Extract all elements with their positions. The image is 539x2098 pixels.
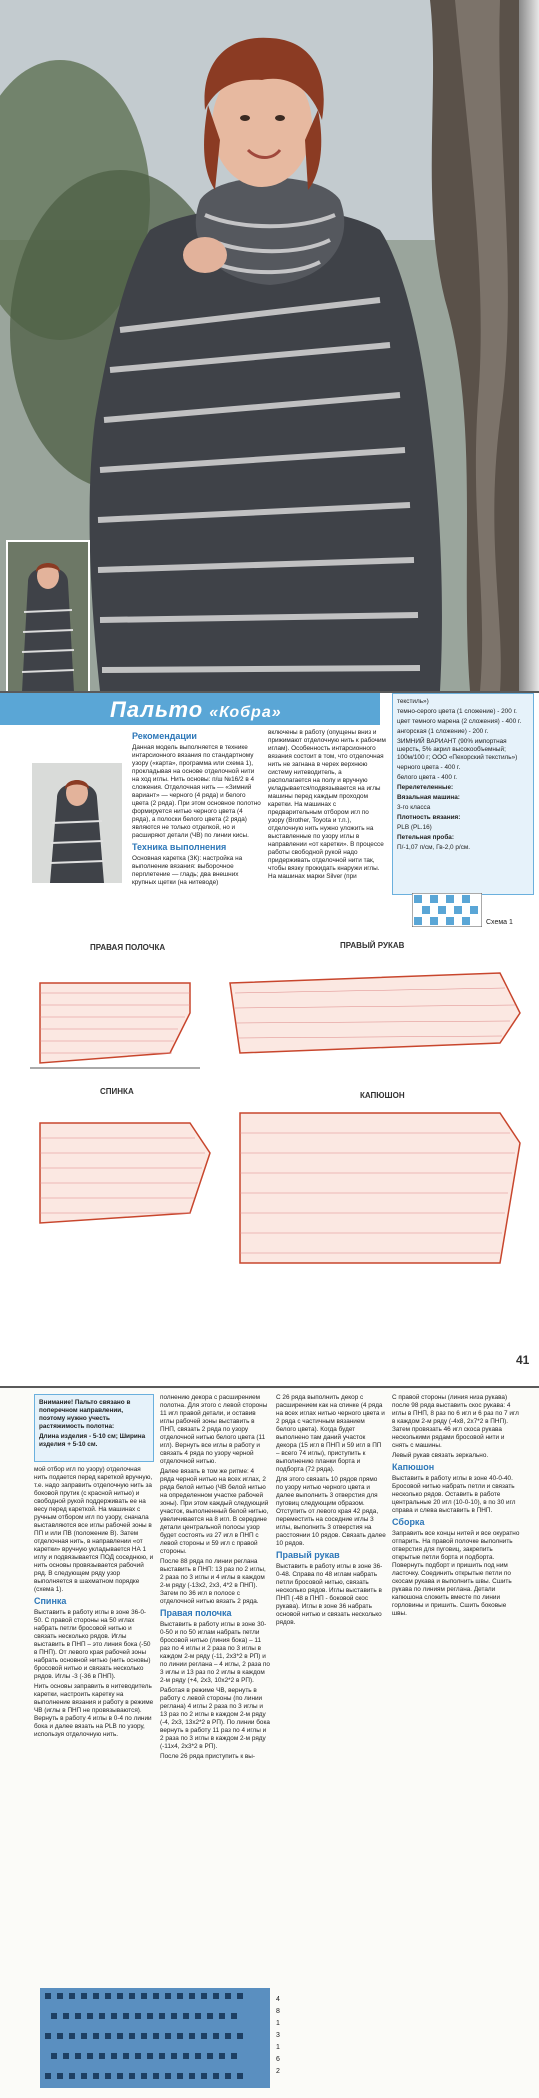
inset-photo — [6, 540, 90, 691]
material-item: цвет темного марена (2 сложения) - 400 г. — [397, 718, 522, 725]
material-item: черного цвета - 400 г. — [397, 764, 461, 771]
technique-text: Основная каретка (ЗК): настройка на выполнение вязания: выборочное перплетение — гладь; два внешних крупных щетки (на нитеводе) — [132, 855, 243, 886]
loop-test-label: Петельная проба: — [397, 834, 454, 841]
density-label: Плотность вязания: — [397, 814, 461, 821]
col4-text: С 26 ряда выполнить декор с расширением как на спинке (4 ряда на всех иглах нитью черного цвета и 2 ряда с частичным вязанием белого цвета). Когда будет выполнено там даний участок декора (15 игл в ПНП и 59 игл в ПП – всего 74 иглы), приступить к выполнению планки борта и подборта (72 ряда). — [276, 1394, 385, 1473]
material-item: текстиль») — [397, 698, 429, 705]
diagram-right-front — [30, 983, 200, 1068]
chart-number: 1 — [276, 2020, 280, 2027]
machine-value: 3-го класса — [397, 804, 431, 811]
hood-heading: Капюшон — [392, 1462, 435, 1472]
column-1 — [34, 1466, 154, 1741]
col2-c: После 26 ряда приступить к вы- — [160, 1753, 256, 1760]
recommendations-heading: Рекомендации — [132, 731, 197, 741]
attention-content — [39, 1399, 149, 1451]
material-item: темно-серого цвета (1 сложение) - 200 г. — [397, 708, 517, 715]
chart-numbers — [276, 1994, 280, 2078]
page-title: Пальто «Кобра» — [110, 697, 282, 722]
col5-b: Левый рукав связать зеркально. — [392, 1452, 489, 1459]
sleeve-text: Выставить в работу иглы в зоне 36-0-48. Справа по 48 иглам набрать петли бросовой нитью, связать несколько рядов. Иглы выставить в ПНП (-48 в ПНП - боковой скос рукава). Иглы в зоне 36 набрать основой нитью и связать несколько рядов. — [276, 1563, 383, 1626]
back-heading: Спинка — [34, 1596, 67, 1606]
chart-number: 1 — [276, 2044, 280, 2051]
col5-text: С правой стороны (линия низа рукава) после 98 ряда выставить скос рукава: 4 иглы в ПНП, 8 раз по 6 игл и 6 раз по 7 игл в каждом 2-м ряду (-4x8, 2x7*2 в ПНП). Затем провязать 46 игл скоса рукава несколькими рядами бросовой нити и снять с машины. — [392, 1394, 519, 1449]
diagram-hood — [240, 1113, 520, 1263]
col1-text: мой отбор игл по узору) отделочная нить подается перед кареткой вручную, т.е. надо заправить отделочную нить за боковой прутик (с красной нитью) и свободной рукой поддерживать ее на весу перед кареткой. На машинах с ручным отбором игл по узору, сначала выставляются все иглы рабочей зоны в ПП и или ПВ (положение В). Затем отделочная нить, в направлении «от каретки» вручную укладывается НА 1 иглу и подвязывается ПОД соседнюю, и нить основы провязывается рабочий ряд. В следующем ряду узор выполняется в шахматном порядке (схема 1). — [34, 1466, 154, 1593]
diagram-label-hood: КАПЮШОН — [360, 1091, 405, 1100]
scheme-label: Схема 1 — [486, 919, 513, 926]
scheme-1-chart — [412, 893, 482, 927]
page-gutter — [519, 0, 539, 691]
materials-list — [397, 698, 529, 854]
attention-text: Длина изделия - 5-10 см; Ширина изделия + 5-10 см. — [39, 1433, 146, 1448]
attention-heading: Внимание! Пальто связано в поперечном направлении, поэтому нужно учесть растяжимость полотна: — [39, 1399, 131, 1430]
material-item: белого цвета - 400 г. — [397, 774, 457, 781]
machine-label: Вязальная машина: — [397, 794, 460, 801]
material-item: ЗИМНИЙ ВАРИАНТ (90% импортная шерсть, 5% акрил высокообъемный; 100м/100 г; ООО «Пехорский текстиль») — [397, 738, 518, 761]
technique-continued — [268, 729, 386, 883]
col3-b: Далее вязать в том же ритме: 4 ряда черной нитью на всех иглах, 2 ряда белой нитью (ЧВ белой нитью на определенном участке рабочей зоны). При этом каждый следующий участок, выполненный белой нитью, увеличивается на 8 игл. В середине детали центральной полосы узор будет состоять из 27 игл в ПНП с левой стороны и 59 игл с правой стороны. — [160, 1468, 269, 1555]
pattern-page — [0, 691, 539, 1388]
material-item: ангорская (1 сложение) - 200 г. — [397, 728, 489, 735]
hood-text: Выставить в работу иглы в зоне 40-0-40. Бросовой нитью набрать петли и связать несколько рядов. Оставить в работе центральные 20 игл (10-0-10), в по 30 игл справа и слева выставить в ПНП. — [392, 1475, 516, 1514]
technique-continued-text: включены в работу (опущены вниз и прижимают отделочную нить к рабочим иглам). Особенность интарсионного вязания состоит в том, что отделочная нить не загнана в черех верхнюю систему нитеводитель, а располагается на полу и вручную укладывается/подвязывается на иглы машины перед каждым проходом каретки. На машинах с предварительным отбором игл по узору (Brother, Toyota и т.п.), отделочную нить нужно уложить на выставленные по узору иглы в направлении «от каретки». В процессе работы свободной рукой надо придерживать отделочной нити так, чтобы вязку прокидать кнаружи иглы. На машинах марки Silver (при — [268, 729, 386, 880]
column-3 — [276, 1394, 386, 1629]
column-2 — [160, 1394, 270, 1763]
stitch-chart — [40, 1988, 270, 2088]
buttons-label: Перелетеленные: — [397, 784, 454, 791]
technique-heading: Техника выполнения — [132, 842, 227, 852]
sleeve-heading: Правый рукав — [276, 1550, 340, 1560]
loop-test-value: П/-1,07 п/см, Гв-2,0 р/см. — [397, 844, 471, 851]
col4-b: Для этого связать 10 рядов прямо по узору нитью черного цвета и далее выполнить 3 отверстия для пуговиц следующим образом. Отступить от левого края 42 ряда, переместить на соседние иглы 3 иглы, выполнить 3 отверстия на расстоянии 10 рядов. Связать далее 10 рядов. — [276, 1476, 386, 1547]
pattern-diagrams — [0, 933, 539, 1378]
front-heading: Правая полочка — [160, 1608, 232, 1618]
diagram-back — [40, 1123, 210, 1223]
materials-box — [392, 693, 534, 895]
recommendations-text: Данная модель выполняется в технике интарсионного вязания по стандартному узору («карта», программа или схема 1), прокладывая на основе отделочной нити на ход иглы. Нить основы: п/ш №16/2 в 4 сложения. Отделочная нить — «Зимний вариант» — черного (4 ряда) и белого цвета (2 ряда). При этом основное полотно формируется нитью черного цвета (4 ряда), а полоски белого цвета (2 ряда) являются не только отделкой, но и расширяют детали (ЧВ) по линии кисы. — [132, 744, 261, 839]
col2-text: Нить основы заправить в нитеводитель каретки, настроить каретку на выполнение вязания и работу в режиме ЧВ (иглы в ПНП не провязываются). Вернуть в работу 4 иглы в 0-4 по линии бока и далее вязать на PLB по узору, используя отделочную нить. — [34, 1683, 154, 1738]
chart-number: 8 — [276, 2008, 280, 2015]
col2-b: Работая в режиме ЧВ, вернуть в работу с левой стороны (по линии реглана) 4 иглы 2 раза по 3 иглы и 13 раз по 2 иглы в каждом 2-м ряду (-4, 2x3, 13x2*2 в РП). По линии бока вернуть в работу 11 раз по 4 иглы и 2 раза по 3 иглы в каждом 2-м ряду (-11x4, 2x3*2 в РП). — [160, 1687, 270, 1750]
column-4 — [392, 1394, 522, 1620]
chart-number: 2 — [276, 2068, 280, 2075]
diagram-label-sleeve: ПРАВЫЙ РУКАВ — [340, 941, 405, 950]
magazine-photo-page — [0, 0, 539, 691]
chart-number: 6 — [276, 2056, 280, 2063]
page-number: 41 — [516, 1353, 530, 1367]
chart-number: 4 — [276, 1996, 280, 2003]
title-bar — [0, 693, 380, 725]
assembly-text: Заправить все концы нитей и все окуратно отпарить. На правой полочке выполнить отверстия для пуговиц, закрепить открытые петли борта и подборта. Повернуть подборт и пришить под ним ласточку. Соединить открытые петли по скосам рукава и выполнить швы. Сшить рукава по линиям реглана. Детали капюшона сложить вместе по линии горловины и пришить. Сшить боковые швы. — [392, 1530, 520, 1617]
chart-number: 3 — [276, 2032, 280, 2039]
stitch-chart-grid — [40, 1988, 270, 2088]
front-text: Выставить в работу иглы в зоне 30-0-50 и по 50 иглам набрать петли бросовой нитью (линия бока) – 11 раз по 4 иглы и 2 раза по 3 иглы в каждом 2-м ряду (-11, 2x3*2 в РП) и по линии реглана – 4 иглы, 2 раза по 3 иглы и 13 раз по 2 иглы в каждом 2-м ряду (+4, 2x3, 10x2*2 в РП). — [160, 1621, 270, 1684]
density-value: PLB (PL.16) — [397, 824, 432, 831]
col3-text: полнению декора с расширением полотна. Для этого с левой стороны 11 игл правой детали, и оставив иглы рабочей зоны выставить в ПНП, связать 2 ряда по узору отделочной нитью белого цвета (11 игл). Вернуть все иглы в работу и связать 4 ряда по узору черной отделочной нитью. — [160, 1394, 268, 1465]
instructions-page — [0, 1386, 539, 2098]
page-subtitle: «Кобра» — [209, 704, 282, 721]
back-text: Выставить в работу иглы в зоне 36-0-50. С правой стороны на 50 иглах набрать петли бросовой нитью и связать несколько рядов. Иглы выставить в ПНП – это линия бока (-50 в ПНП). От левого края рабочей зоны набрать основной нитью (нить основы) бросовой нитью и связать несколько рядов. Иглы -3 (-36 в ПНП). — [34, 1609, 151, 1680]
diagram-right-sleeve — [230, 973, 520, 1053]
attention-box — [34, 1394, 154, 1462]
assembly-heading: Сборка — [392, 1517, 425, 1527]
col3-c: После 88 ряда по линии реглана выставить в ПНП: 13 раз по 2 иглы, 2 раза по 3 иглы и 4 иглы в каждом 2-м ряду (-13x2, 2x3, 4*2 в ПНП). Затем по 36 игл в полосе с отделочной нитью вязать 2 ряда. — [160, 1558, 266, 1605]
diagram-label-front: ПРАВАЯ ПОЛОЧКА — [90, 943, 166, 952]
diagram-label-back: СПИНКА — [100, 1087, 134, 1096]
model-photo — [32, 763, 122, 883]
recommendations-section — [132, 729, 262, 889]
